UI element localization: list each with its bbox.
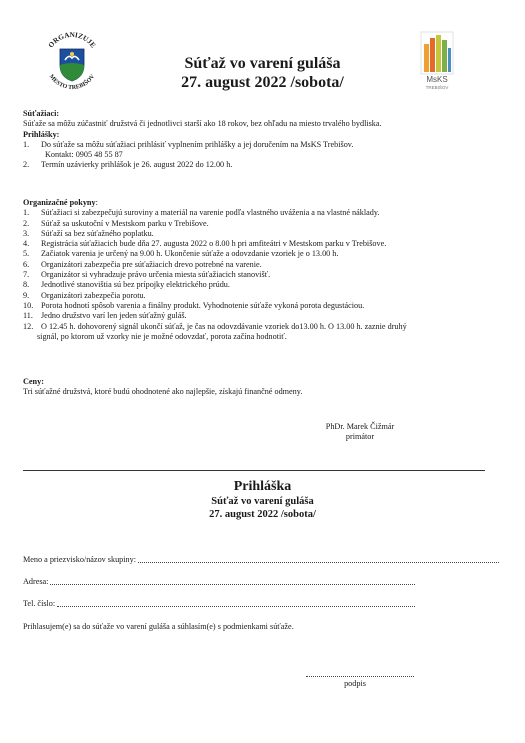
- item-number: 12.: [23, 321, 34, 331]
- list-item: [23, 208, 503, 218]
- logo-msks-sub: TREBIŠOV: [425, 85, 449, 90]
- section-divider: [23, 470, 485, 471]
- svg-text:ORGANIZUJE: [47, 31, 97, 50]
- consent-text: Prihlasujem(e) sa do súťaže vo varení guláša a súhlasím(e) s podmienkami súťaže.: [23, 622, 294, 631]
- participants-text: Súťaže sa môžu zúčastniť družstvá či jednotlivci starší ako 18 rokov, bez ohľadu na miesto trvalého bydliska.: [23, 119, 382, 129]
- name-field[interactable]: [23, 555, 499, 565]
- item-text: Súťaží sa bez súťažného poplatku.: [41, 228, 154, 238]
- prizes-section: [23, 377, 503, 398]
- item-number: 8.: [23, 280, 30, 290]
- field-line[interactable]: [50, 584, 415, 585]
- item-text: Súťaž sa uskutoční v Mestskom parku v Trebišove.: [41, 218, 209, 228]
- item-text: Organizátori zabezpečia porotu.: [41, 290, 146, 300]
- list-item: [23, 249, 503, 259]
- item-number: 7.: [23, 270, 30, 280]
- organizational-heading-colon: :: [95, 198, 98, 207]
- list-item: [23, 160, 503, 170]
- phone-field[interactable]: [23, 599, 415, 609]
- signature-role: primátor: [345, 432, 375, 442]
- prizes-text: Tri súťažné družstvá, ktoré budú ohodnotené ako najlepšie, získajú finančné odmeny.: [23, 387, 303, 397]
- signature-line[interactable]: [306, 676, 414, 677]
- registrations-heading: Prihlášky:: [23, 129, 60, 139]
- participants-heading: Súťažiaci:: [23, 109, 60, 118]
- contact-line: Kontakt: 0905 48 55 87: [45, 150, 123, 160]
- item-text: Porota hodnotí spôsob varenia a finálny produkt. Vyhodnotenie súťaže vykoná porota degustáciou.: [41, 300, 365, 310]
- signature-label: podpis: [344, 679, 366, 688]
- field-line[interactable]: [138, 562, 499, 563]
- list-item: [23, 301, 503, 311]
- list-item: [23, 311, 503, 321]
- item-number: 10.: [23, 300, 34, 310]
- organizational-heading-line: [23, 198, 503, 208]
- item-text: O 12.45 h. dohovorený signál ukončí súťaž, je čas na odovzdávanie vzoriek do13.00 h. O 13.00 h. zaznie druhý: [41, 321, 407, 331]
- logo-arc-bottom: MESTO TREBIŠOV: [47, 73, 97, 92]
- organizational-section: [23, 198, 503, 342]
- list-item: [23, 219, 503, 229]
- item-number: 11.: [23, 311, 33, 321]
- item-text: Súťažiaci si zabezpečujú suroviny a materiál na varenie podľa vlastného uváženia a na vlastné náklady.: [41, 208, 380, 218]
- list-item: [23, 280, 503, 290]
- item-number: 5.: [23, 249, 30, 259]
- mayor-signature: [300, 422, 420, 443]
- field-label: Tel. číslo:: [23, 599, 56, 608]
- item-text: Začiatok varenia je určený na 9.00 h. Ukončenie súťaže a odovzdanie vzoriek je o 13.00 h.: [41, 249, 339, 259]
- address-field[interactable]: [23, 577, 415, 587]
- logo-arc-top: ORGANIZUJE: [46, 30, 98, 50]
- list-item: [23, 270, 503, 280]
- list-item: [23, 322, 503, 332]
- signature-name: PhDr. Marek Čižmár: [325, 422, 395, 431]
- city-logo: [38, 27, 106, 97]
- item-number: 2.: [23, 160, 30, 170]
- title-date: 27. august 2022 /sobota/: [181, 74, 344, 91]
- item-number: 1.: [23, 139, 30, 149]
- item-text: Jedno družstvo varí len jeden súťažný guláš.: [41, 311, 187, 321]
- item-number: 2.: [23, 218, 30, 228]
- item-text: Organizátor si vyhradzuje právo určenia miesta súťažiacich stanovišť.: [41, 270, 271, 280]
- participants-section: [23, 109, 503, 171]
- msks-logo: [418, 30, 456, 92]
- item-text: Do súťaže sa môžu súťažiaci prihlásiť vyplnením prihlášky a jej doručením na MsKS Trebišov.: [41, 139, 354, 149]
- field-label: Meno a priezvisko/názov skupiny:: [23, 555, 137, 564]
- form-date: 27. august 2022 /sobota/: [209, 509, 316, 520]
- form-title: Prihláška: [233, 479, 292, 494]
- list-item: [23, 260, 503, 270]
- organizational-heading: Organizačné pokyny: [23, 198, 96, 207]
- item-text: Termín uzávierky prihlášok je 26. august 2022 do 12.00 h.: [41, 160, 233, 170]
- form-subtitle: Súťaž vo varení guláša: [211, 496, 314, 507]
- field-label: Adresa:: [23, 577, 49, 586]
- item-number: 9.: [23, 290, 30, 300]
- list-item: [23, 140, 503, 150]
- item-text: Jednotlivé stanovištia sú bez prípojky elektrického prúdu.: [41, 280, 230, 290]
- page-title: [130, 54, 395, 92]
- item-number: 1.: [23, 208, 30, 218]
- item-text: Organizátori zabezpečia pre súťažiacich drevo potrebné na varenie.: [41, 259, 262, 269]
- list-item: [23, 229, 503, 239]
- item-number: 3.: [23, 228, 30, 238]
- field-line[interactable]: [57, 606, 415, 607]
- item-continuation: signál, po ktorom už vzorky nie je možné odovzdať, porota začína hodnotiť.: [37, 331, 287, 341]
- item-text: Registrácia súťažiacich bude dňa 27. augusta 2022 o 8.00 h pri amfiteátri v Mestskom parku v Trebišove.: [41, 239, 387, 249]
- prizes-heading: Ceny:: [23, 377, 44, 386]
- title-line: Súťaž vo varení guláša: [184, 55, 341, 72]
- logo-msks-text: MsKS: [426, 75, 448, 84]
- item-number: 4.: [23, 239, 30, 249]
- list-item: [23, 291, 503, 301]
- list-item: [23, 239, 503, 249]
- item-number: 6.: [23, 259, 30, 269]
